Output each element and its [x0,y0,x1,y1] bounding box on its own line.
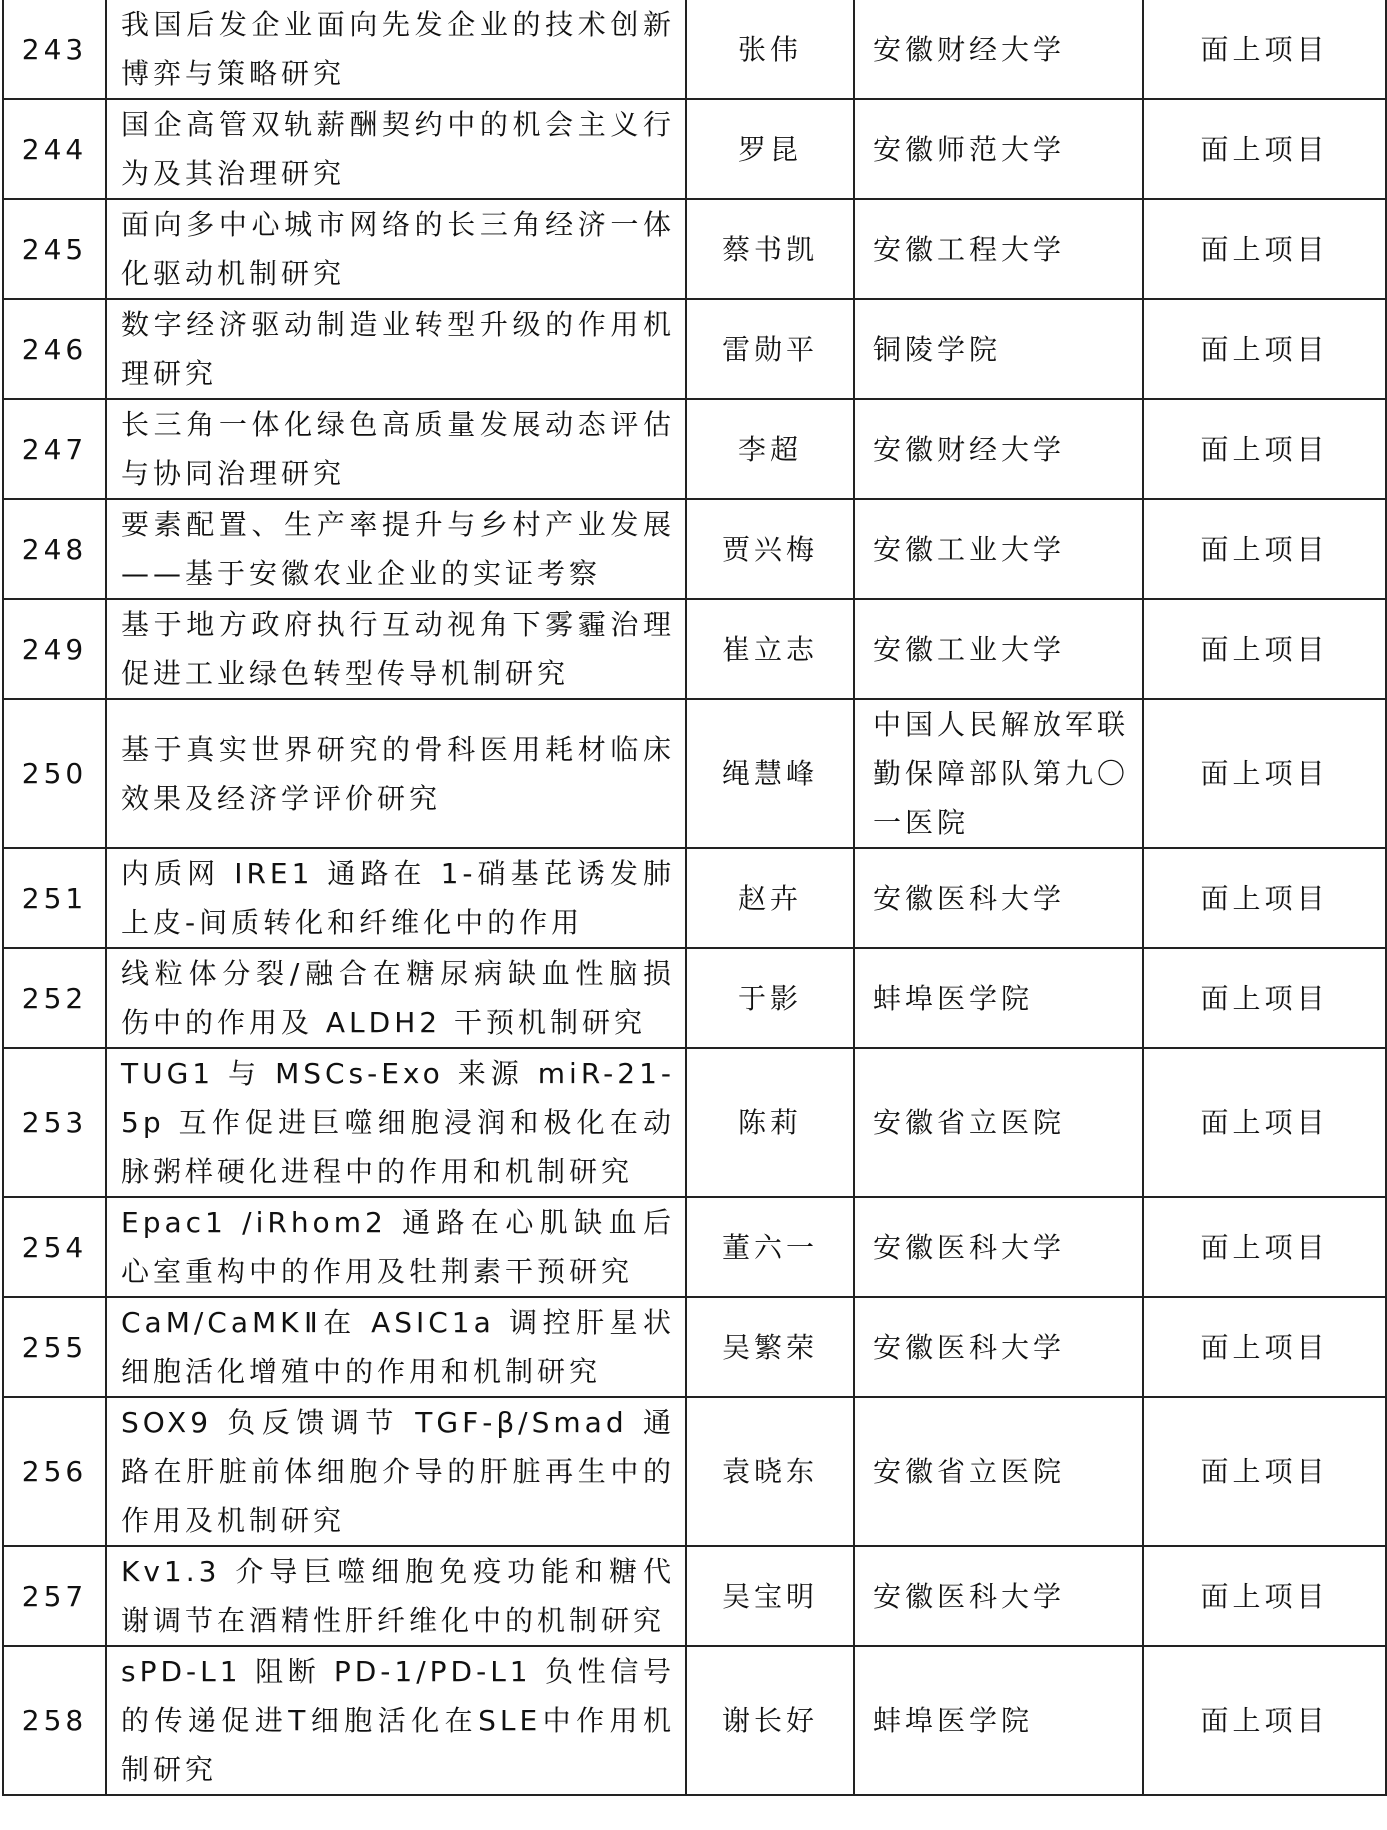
project-leader: 雷勋平 [686,299,854,399]
project-number: 255 [3,1297,106,1397]
project-title: 内质网 IRE1 通路在 1-硝基芘诱发肺上皮-间质转化和纤维化中的作用 [106,848,686,948]
project-title: Kv1.3 介导巨噬细胞免疫功能和糖代谢调节在酒精性肝纤维化中的机制研究 [106,1546,686,1646]
project-title: Epac1 /iRhom2 通路在心肌缺血后心室重构中的作用及牡荆素干预研究 [106,1197,686,1297]
project-number: 251 [3,848,106,948]
project-title: TUG1 与 MSCs-Exo 来源 miR-21-5p 互作促进巨噬细胞浸润和极化在动脉粥样硬化进程中的作用和机制研究 [106,1048,686,1197]
table-row [3,1197,1386,1297]
table-row [3,199,1386,299]
project-title: 面向多中心城市网络的长三角经济一体化驱动机制研究 [106,199,686,299]
project-number: 247 [3,399,106,499]
project-number: 256 [3,1397,106,1546]
project-title: 国企高管双轨薪酬契约中的机会主义行为及其治理研究 [106,99,686,199]
project-leader: 罗昆 [686,99,854,199]
project-type: 面上项目 [1143,299,1386,399]
project-leader: 贾兴梅 [686,499,854,599]
table-row [3,499,1386,599]
project-title: 我国后发企业面向先发企业的技术创新博弈与策略研究 [106,0,686,99]
project-title: 基于地方政府执行互动视角下雾霾治理促进工业绿色转型传导机制研究 [106,599,686,699]
project-leader: 张伟 [686,0,854,99]
project-number: 249 [3,599,106,699]
project-title: 线粒体分裂/融合在糖尿病缺血性脑损伤中的作用及 ALDH2 干预机制研究 [106,948,686,1048]
project-organization: 安徽省立医院 [854,1397,1143,1546]
project-number: 258 [3,1646,106,1795]
project-title: CaM/CaMKⅡ在 ASIC1a 调控肝星状细胞活化增殖中的作用和机制研究 [106,1297,686,1397]
project-organization: 中国人民解放军联勤保障部队第九〇一医院 [854,699,1143,848]
project-number: 252 [3,948,106,1048]
project-leader: 谢长好 [686,1646,854,1795]
project-leader: 吴繁荣 [686,1297,854,1397]
project-leader: 袁晓东 [686,1397,854,1546]
project-organization: 安徽财经大学 [854,0,1143,99]
project-type: 面上项目 [1143,1397,1386,1546]
project-table [2,0,1387,1796]
project-title: sPD-L1 阻断 PD-1/PD-L1 负性信号的传递促进T细胞活化在SLE中作用机制研究 [106,1646,686,1795]
project-organization: 安徽医科大学 [854,1546,1143,1646]
project-title: 长三角一体化绿色高质量发展动态评估与协同治理研究 [106,399,686,499]
project-type: 面上项目 [1143,1048,1386,1197]
table-row [3,299,1386,399]
project-title: 数字经济驱动制造业转型升级的作用机理研究 [106,299,686,399]
project-number: 245 [3,199,106,299]
table-row [3,99,1386,199]
project-type: 面上项目 [1143,1646,1386,1795]
project-type: 面上项目 [1143,699,1386,848]
project-type: 面上项目 [1143,599,1386,699]
project-leader: 绳慧峰 [686,699,854,848]
table-row [3,1048,1386,1197]
project-type: 面上项目 [1143,399,1386,499]
project-type: 面上项目 [1143,199,1386,299]
project-type: 面上项目 [1143,499,1386,599]
project-leader: 吴宝明 [686,1546,854,1646]
project-leader: 陈莉 [686,1048,854,1197]
table-row [3,1397,1386,1546]
project-organization: 安徽工业大学 [854,599,1143,699]
project-table-body [3,0,1386,1795]
project-leader: 于影 [686,948,854,1048]
project-number: 254 [3,1197,106,1297]
project-organization: 安徽医科大学 [854,1297,1143,1397]
project-title: SOX9 负反馈调节 TGF-β/Smad 通路在肝脏前体细胞介导的肝脏再生中的作用及机制研究 [106,1397,686,1546]
project-type: 面上项目 [1143,1546,1386,1646]
project-organization: 铜陵学院 [854,299,1143,399]
project-leader: 李超 [686,399,854,499]
project-organization: 安徽工程大学 [854,199,1143,299]
project-leader: 崔立志 [686,599,854,699]
project-organization: 安徽财经大学 [854,399,1143,499]
project-leader: 蔡书凯 [686,199,854,299]
project-number: 253 [3,1048,106,1197]
project-organization: 安徽医科大学 [854,848,1143,948]
project-organization: 蚌埠医学院 [854,1646,1143,1795]
project-organization: 安徽师范大学 [854,99,1143,199]
project-type: 面上项目 [1143,1297,1386,1397]
project-organization: 安徽医科大学 [854,1197,1143,1297]
project-type: 面上项目 [1143,948,1386,1048]
project-title: 要素配置、生产率提升与乡村产业发展——基于安徽农业企业的实证考察 [106,499,686,599]
project-number: 250 [3,699,106,848]
project-type: 面上项目 [1143,848,1386,948]
table-row [3,948,1386,1048]
project-title: 基于真实世界研究的骨科医用耗材临床效果及经济学评价研究 [106,699,686,848]
table-row [3,1297,1386,1397]
project-organization: 安徽省立医院 [854,1048,1143,1197]
table-row [3,699,1386,848]
project-number: 244 [3,99,106,199]
project-organization: 安徽工业大学 [854,499,1143,599]
table-row [3,848,1386,948]
table-row [3,1646,1386,1795]
table-row [3,399,1386,499]
table-row [3,599,1386,699]
project-number: 246 [3,299,106,399]
project-organization: 蚌埠医学院 [854,948,1143,1048]
project-leader: 赵卉 [686,848,854,948]
table-row [3,0,1386,99]
project-number: 243 [3,0,106,99]
project-type: 面上项目 [1143,1197,1386,1297]
table-row [3,1546,1386,1646]
project-number: 257 [3,1546,106,1646]
project-number: 248 [3,499,106,599]
project-type: 面上项目 [1143,99,1386,199]
project-leader: 董六一 [686,1197,854,1297]
project-type: 面上项目 [1143,0,1386,99]
